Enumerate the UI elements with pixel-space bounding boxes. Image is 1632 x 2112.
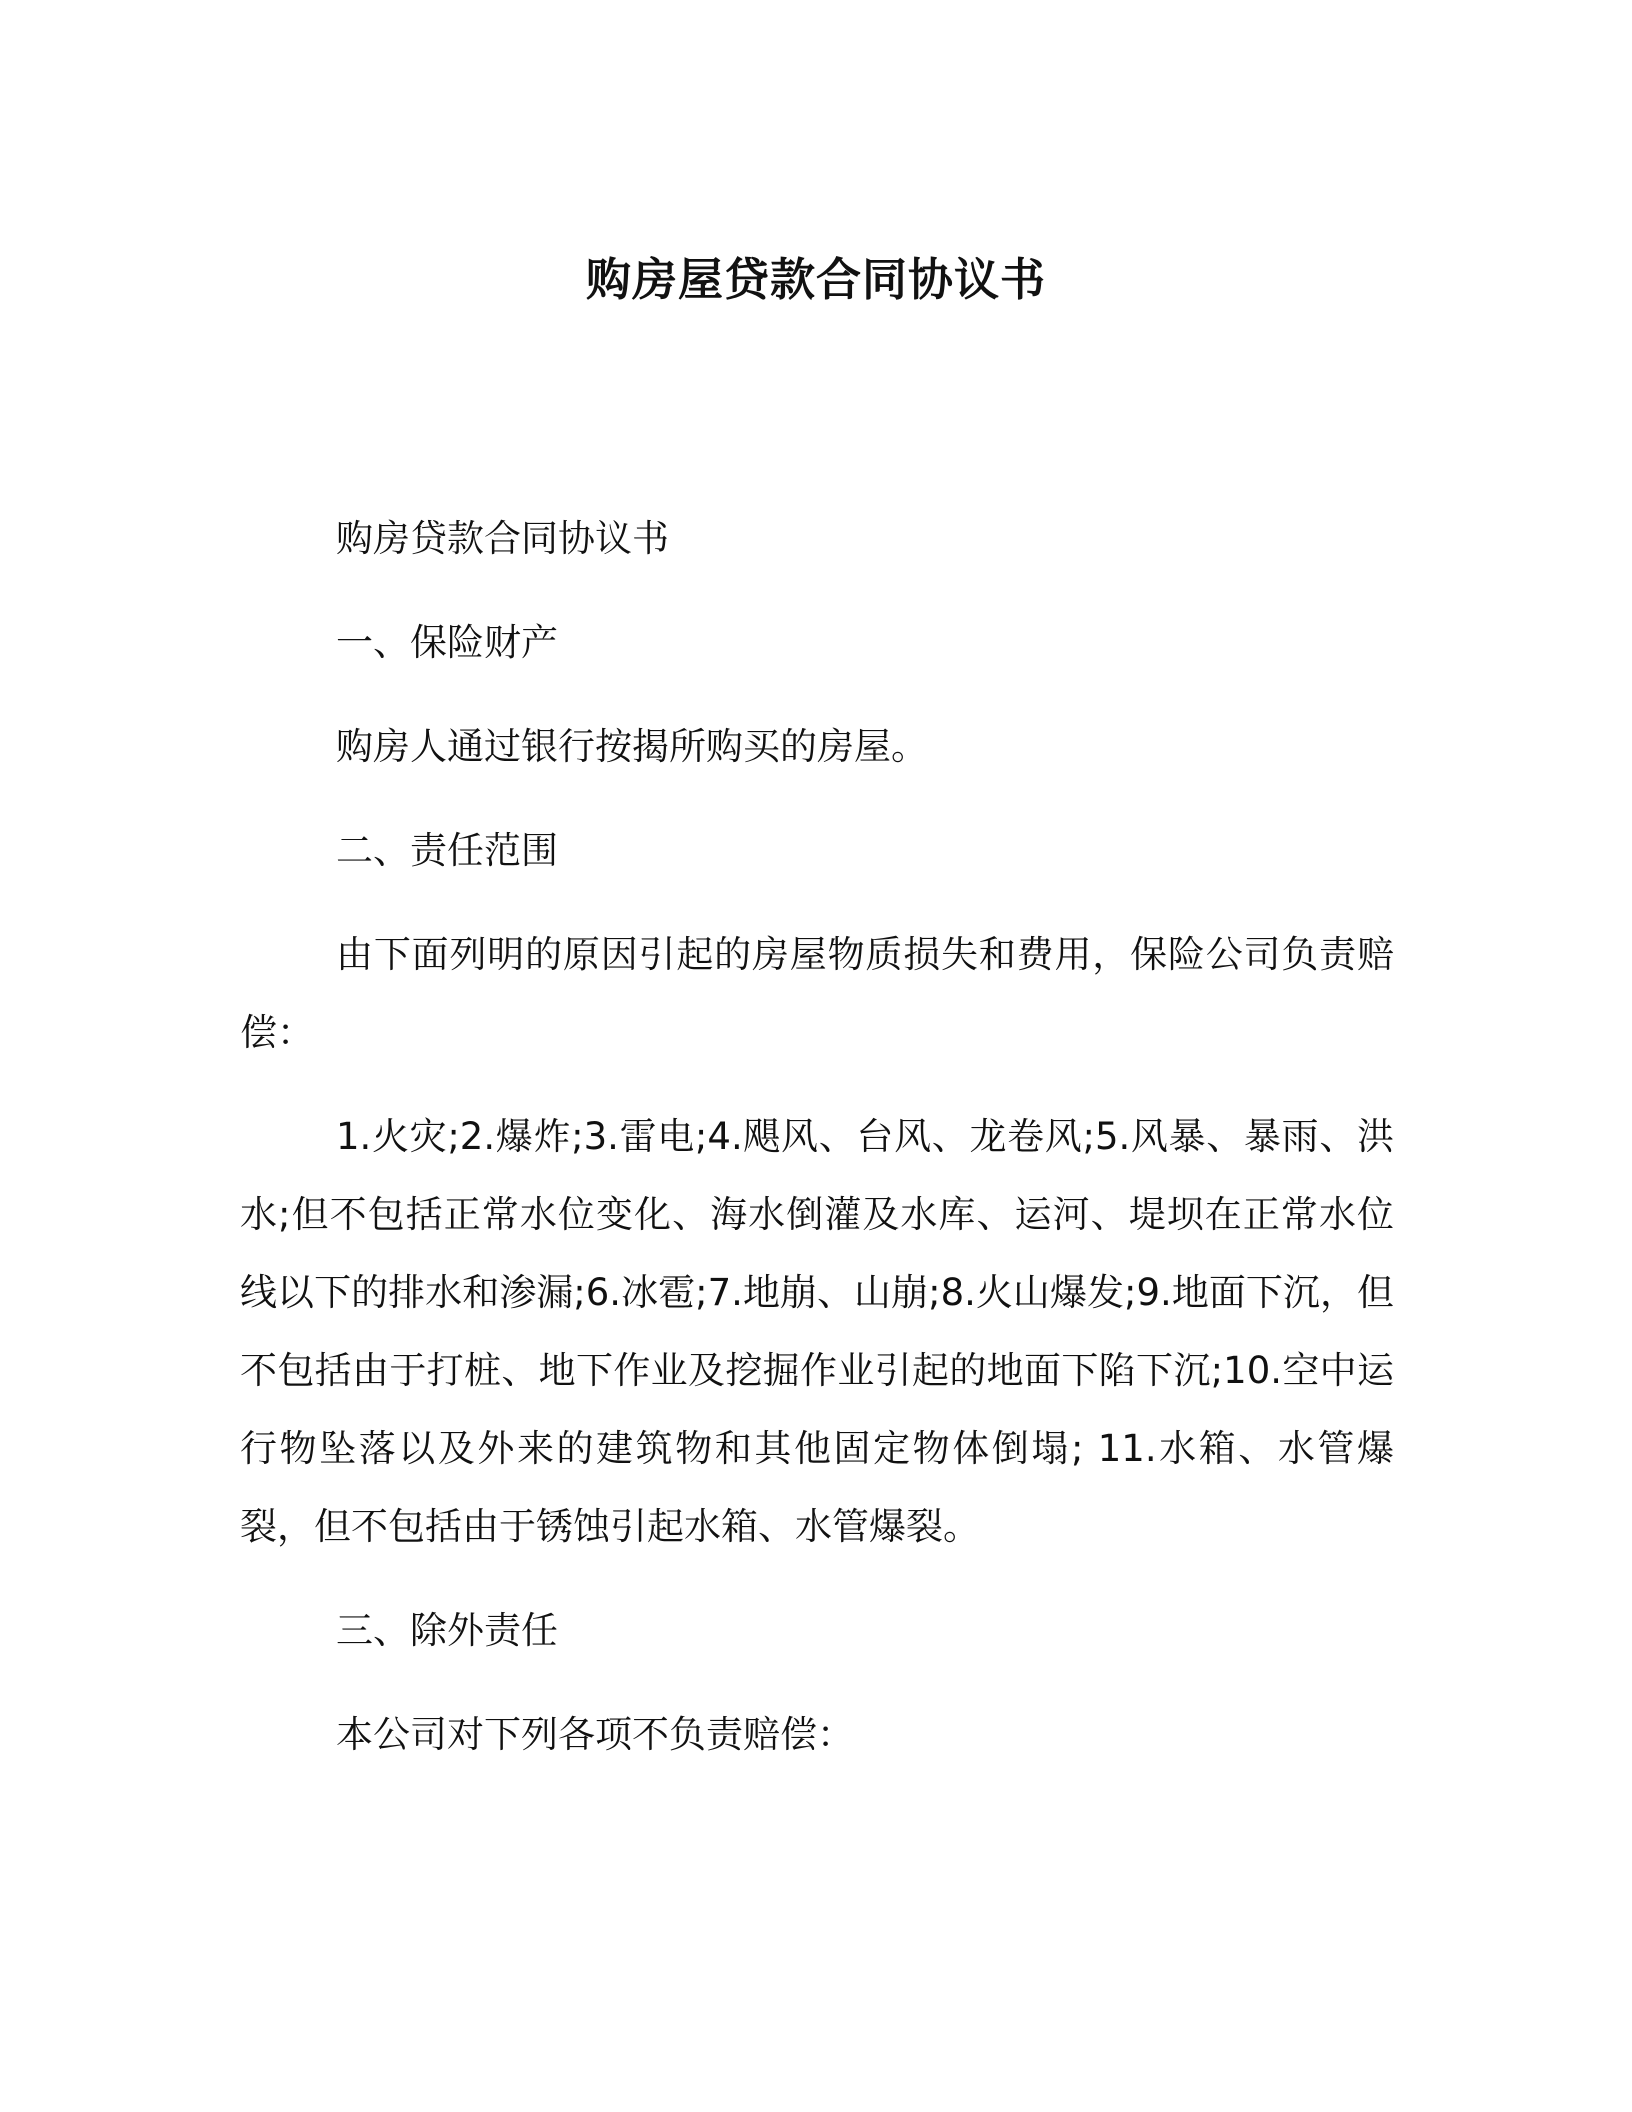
paragraph-liability-intro: 由下面列明的原因引起的房屋物质损失和费用，保险公司负责赔偿：	[240, 933, 1394, 1054]
paragraph-exclusions-intro: 本公司对下列各项不负责赔偿：	[336, 1713, 854, 1756]
paragraph-subtitle: 购房贷款合同协议书	[336, 517, 669, 560]
section-heading-exclusions: 三、除外责任	[336, 1609, 558, 1652]
document-title: 购房屋贷款合同协议书	[585, 253, 1046, 307]
section-heading-liability-scope: 二、责任范围	[336, 829, 558, 872]
document-body	[240, 500, 1394, 1774]
paragraph-liability-list: 1.火灾;2.爆炸;3.雷电;4.飓风、台风、龙卷风;5.风暴、暴雨、洪水;但不包括正常水位变化、海水倒灌及水库、运河、堤坝在正常水位线以下的排水和渗漏;6.冰雹;7.地崩、山崩;8.火山爆发;9.地面下沉，但不包括由于打桩、地下作业及挖掘作业引起的地面下陷下沉;10.空中运行物坠落以及外来的建筑物和其他固定物体倒塌; 11.水箱、水管爆裂，但不包括由于锈蚀引起水箱、水管爆裂。	[240, 1115, 1394, 1548]
paragraph-insured-property: 购房人通过银行按揭所购买的房屋。	[336, 725, 928, 768]
section-heading-insured-property: 一、保险财产	[336, 621, 558, 664]
